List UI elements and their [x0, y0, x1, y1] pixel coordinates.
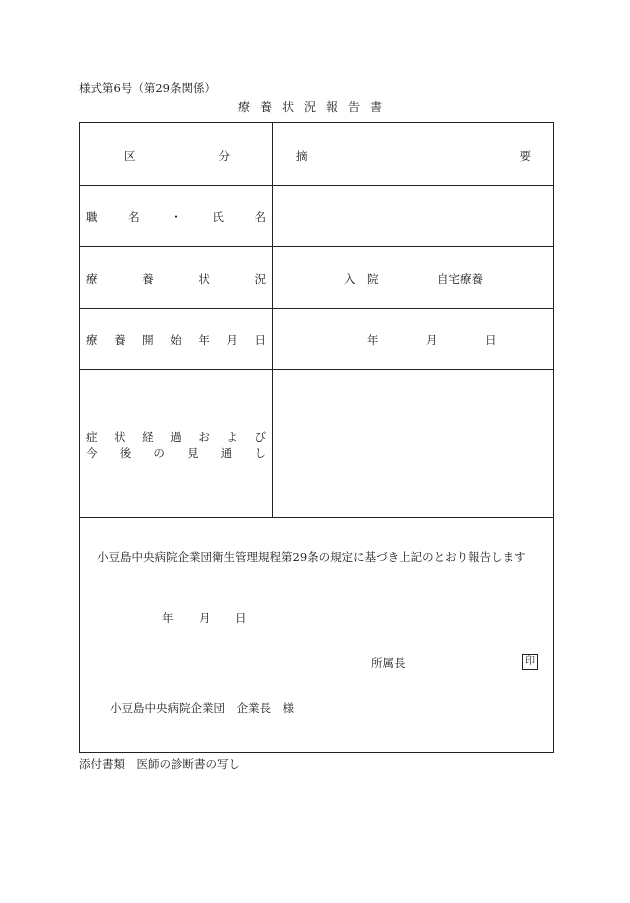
- symptoms-label-line1: 症 状 経 過 お よ び: [86, 430, 266, 444]
- category-header: 区 分: [124, 149, 230, 163]
- row-divider: [80, 517, 553, 518]
- report-date-year: 年: [162, 611, 174, 625]
- column-divider: [272, 123, 273, 517]
- start-date-day: 日: [485, 333, 497, 347]
- treatment-status-label: 療 養 状 況: [86, 272, 266, 286]
- option-hospitalized[interactable]: 入 院: [344, 272, 379, 286]
- report-statement: 小豆島中央病院企業団衛生管理規程第29条の規定に基づき上記のとおり報告します: [97, 550, 526, 564]
- option-home-care[interactable]: 自宅療養: [437, 272, 483, 286]
- position-name-field[interactable]: [276, 188, 551, 244]
- row-divider: [80, 308, 553, 309]
- summary-header: 摘 要: [296, 149, 531, 163]
- symptoms-label-line2: 今 後 の 見 通 し: [86, 446, 266, 460]
- position-name-label: 職 名 ・ 氏 名: [86, 210, 266, 224]
- row-divider: [80, 369, 553, 370]
- report-date-month: 月: [199, 611, 211, 625]
- page-title: 療養状況報告書: [237, 100, 392, 114]
- start-date-month: 月: [426, 333, 438, 347]
- report-form-table: [79, 122, 554, 753]
- attachment-note: 添付書類 医師の診断書の写し: [79, 757, 240, 771]
- start-date-year: 年: [367, 333, 379, 347]
- symptoms-field[interactable]: [276, 373, 551, 515]
- row-divider: [80, 246, 553, 247]
- report-date-day: 日: [235, 611, 247, 625]
- row-divider: [80, 185, 553, 186]
- form-number: 様式第6号（第29条関係）: [79, 81, 216, 95]
- signer-label: 所属長: [371, 656, 406, 670]
- addressee: 小豆島中央病院企業団 企業長 様: [110, 701, 294, 715]
- seal-mark: 印: [522, 654, 538, 670]
- start-date-label: 療 養 開 始 年 月 日: [86, 333, 266, 347]
